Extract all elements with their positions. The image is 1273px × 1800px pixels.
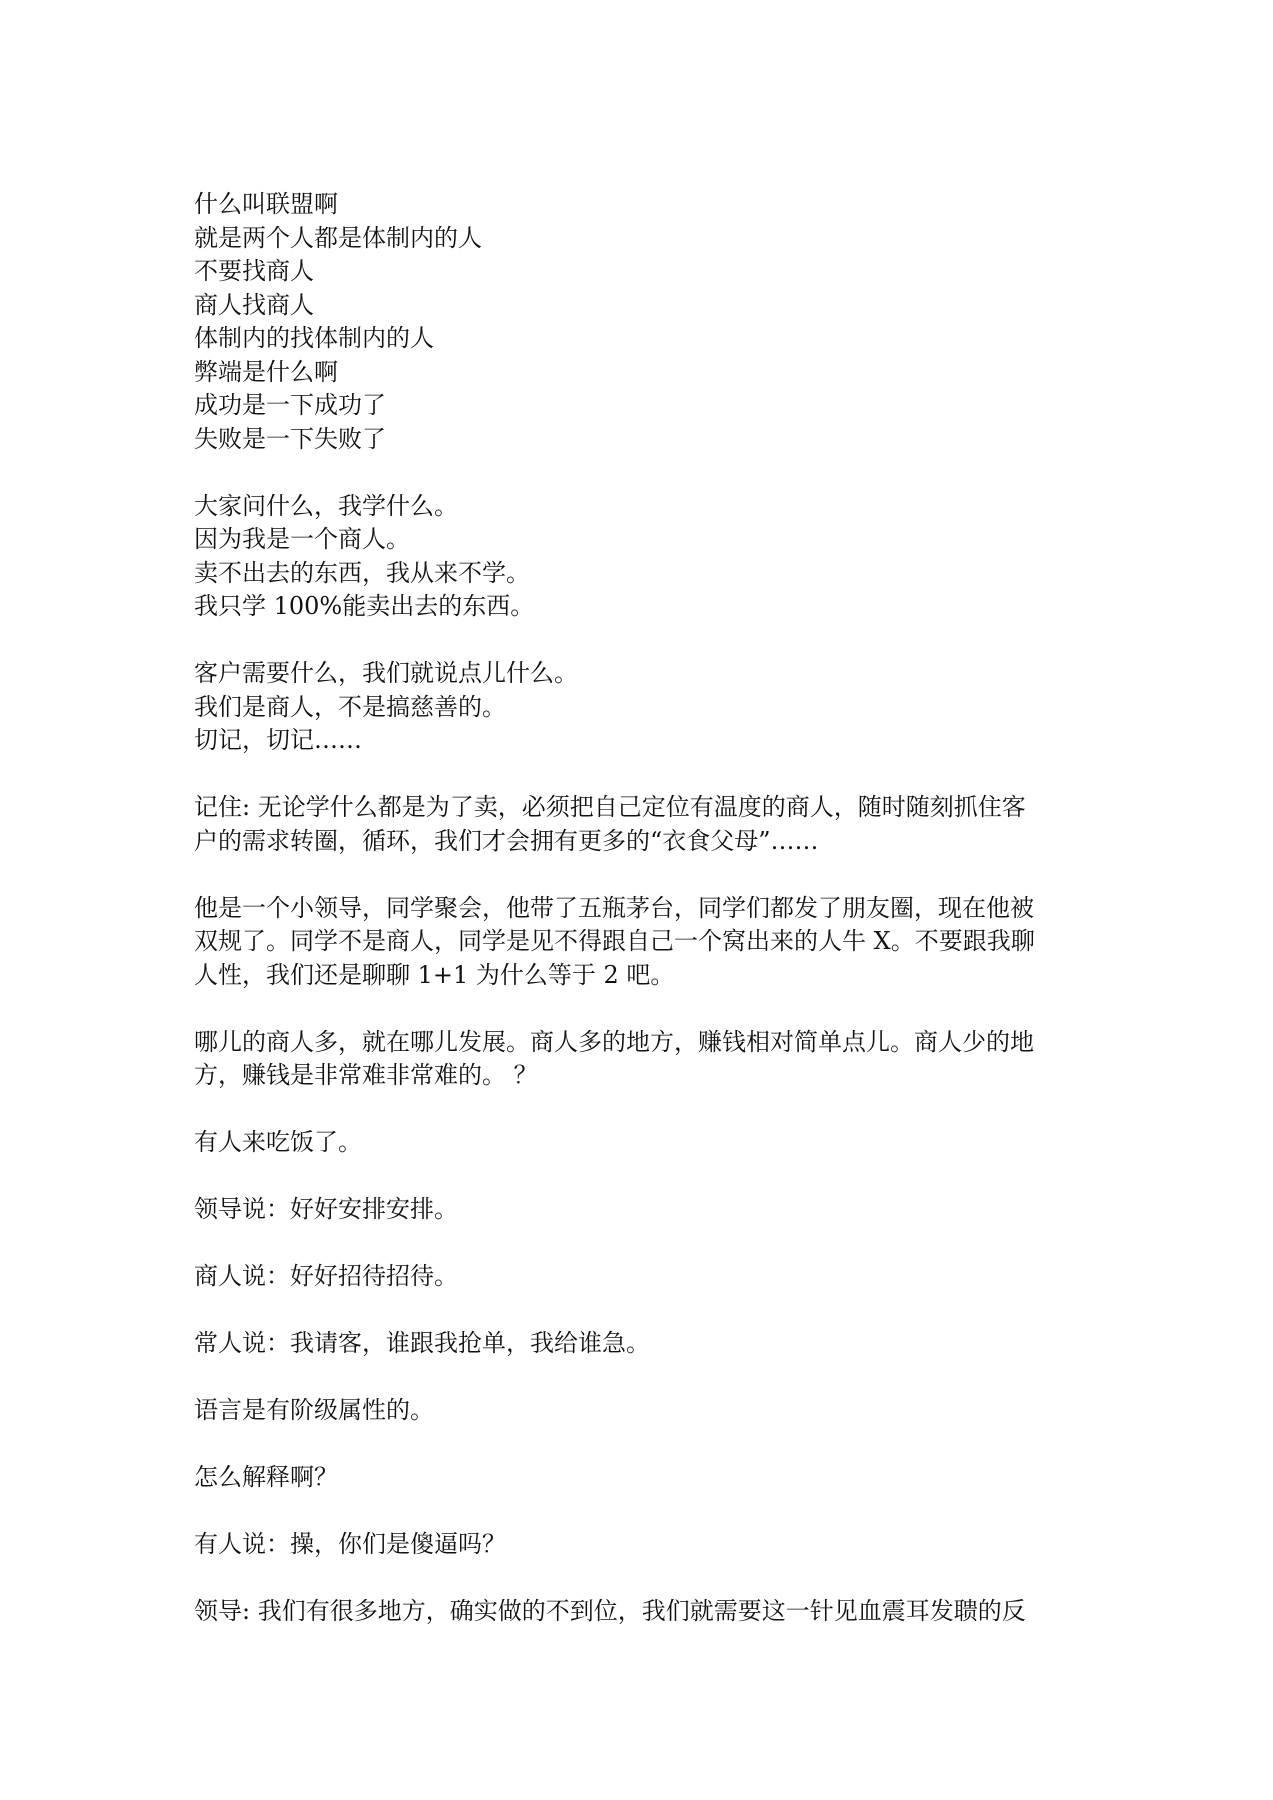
document-body — [194, 188, 1084, 1662]
text-line: 我们是商人，不是搞慈善的。 — [194, 692, 506, 721]
text-line: 语言是有阶级属性的。 — [194, 1396, 434, 1424]
text-line: 记住: 无论学什么都是为了卖，必须把自己定位有温度的商人，随时随刻抓住客 — [194, 793, 1026, 821]
text-line: 体制内的找体制内的人 — [194, 324, 434, 352]
paragraph-language-class — [194, 1394, 1084, 1428]
paragraph-where-to-develop — [194, 1026, 1084, 1093]
text-line: 失败是一下失败了 — [194, 424, 386, 453]
text-line: 因为我是一个商人。 — [194, 525, 410, 553]
text-line: 他是一个小领导，同学聚会，他带了五瓶茅台，同学们都发了朋友圈，现在他被 — [194, 893, 1034, 922]
text-line: 户的需求转圈，循环，我们才会拥有更多的“衣食父母”…… — [194, 826, 819, 855]
text-line: 双规了。同学不是商人，同学是见不得跟自己一个窝出来的人牛 X。不要跟我聊 — [194, 927, 1035, 955]
paragraph-customer — [194, 657, 1084, 758]
text-line: 客户需要什么，我们就说点儿什么。 — [194, 659, 578, 687]
paragraph-how-explain — [194, 1461, 1084, 1495]
text-line: 哪儿的商人多，就在哪儿发展。商人多的地方，赚钱相对简单点儿。商人少的地 — [194, 1027, 1034, 1056]
paragraph-merchant-says — [194, 1260, 1084, 1294]
text-line: 大家问什么，我学什么。 — [194, 491, 458, 520]
text-line: 我只学 100%能卖出去的东西。 — [194, 592, 535, 620]
paragraph-leader-reply — [194, 1595, 1084, 1629]
text-line: 商人说：好好招待招待。 — [194, 1262, 458, 1290]
text-line: 人性，我们还是聊聊 1+1 为什么等于 2 吧。 — [194, 960, 675, 989]
text-line: 有人说：操，你们是傻逼吗？ — [194, 1530, 506, 1558]
text-line: 领导: 我们有很多地方，确实做的不到位，我们就需要这一针见血震耳发聩的反 — [194, 1597, 1026, 1625]
paragraph-ordinary-says — [194, 1327, 1084, 1361]
text-line: 卖不出去的东西，我从来不学。 — [194, 558, 530, 587]
paragraph-leader-says — [194, 1193, 1084, 1227]
text-line: 怎么解释啊？ — [194, 1463, 338, 1491]
text-line: 切记，切记…… — [194, 726, 362, 754]
paragraph-dinner — [194, 1126, 1084, 1160]
text-line: 不要找商人 — [194, 257, 314, 285]
text-line: 商人找商人 — [194, 290, 314, 319]
text-line: 就是两个人都是体制内的人 — [194, 223, 482, 252]
paragraph-classmate-story — [194, 892, 1084, 993]
text-line: 什么叫联盟啊 — [194, 190, 338, 218]
text-line: 常人说：我请客，谁跟我抢单，我给谁急。 — [194, 1329, 650, 1357]
text-line: 方，赚钱是非常难非常难的。 ？ — [194, 1061, 538, 1089]
paragraph-learning — [194, 490, 1084, 624]
paragraph-someone-says — [194, 1528, 1084, 1562]
paragraph-remember — [194, 791, 1084, 858]
text-line: 领导说：好好安排安排。 — [194, 1195, 458, 1223]
paragraph-alliance — [194, 188, 1084, 456]
text-line: 成功是一下成功了 — [194, 391, 386, 419]
text-line: 有人来吃饭了。 — [194, 1128, 362, 1156]
text-line: 弊端是什么啊 — [194, 357, 338, 386]
